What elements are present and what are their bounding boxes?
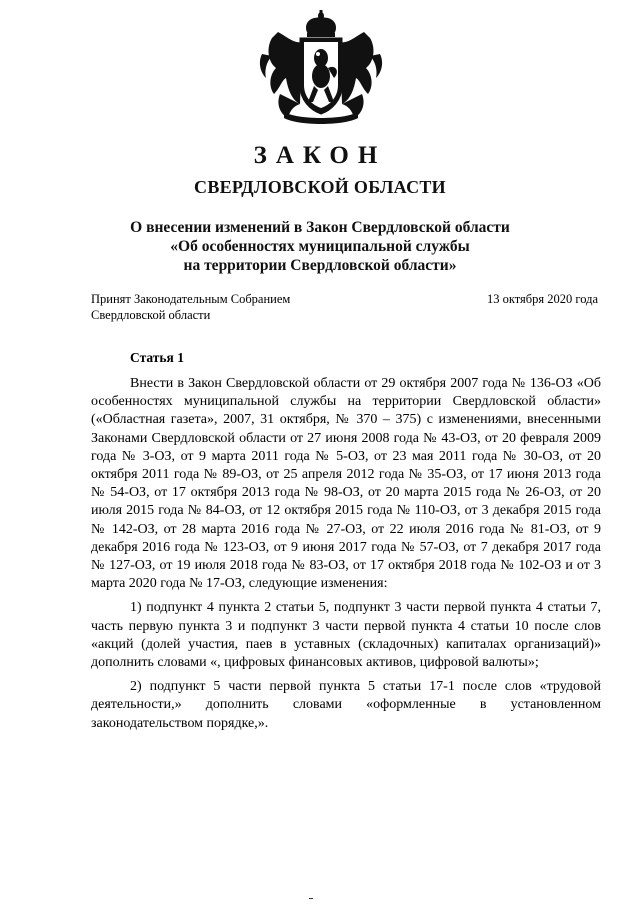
page-mark [309, 898, 313, 899]
article-intro-paragraph: Внести в Закон Свердловской области от 29 октября 2007 года № 136-ОЗ «Об особенностях муниципальной службы на территории Свердловской области» («Областная газета», 2007, 31 октября, № 370 – 375) с изменениями, внесенными Законами Свердловской области от 27 июня 2008 года № 43-ОЗ, от 20 февраля 2009 года № 3-ОЗ, от 9 марта 2011 года № 5-ОЗ, от 23 мая 2011 года № 30-ОЗ, от 20 октября 2011 года № 89-ОЗ, от 25 апреля 2012 года № 35-ОЗ, от 17 июня 2013 года № 54-ОЗ, от 17 октября 2013 года № 98-ОЗ, от 20 марта 2015 года № 26-ОЗ, от 20 июля 2015 года № 84-ОЗ, от 12 октября 2015 года № 110-ОЗ, от 3 декабря 2015 года № 142-ОЗ, от 28 марта 2016 года № 27-ОЗ, от 22 июля 2016 года № 81-ОЗ, от 9 декабря 2016 года № 123-ОЗ, от 9 июня 2017 года № 57-ОЗ, от 7 декабря 2017 года № 127-ОЗ, от 19 июля 2018 года № 83-ОЗ, от 17 октября 2018 года № 102-ОЗ и от 3 марта 2020 года № 17-ОЗ, следующие изменения: [91, 376, 601, 592]
subject-line: «Об особенностях муниципальной службы [170, 238, 470, 255]
law-title: ЗАКОН [253, 142, 387, 169]
adopted-by-line: Свердловской области [91, 308, 211, 322]
coat-of-arms-icon [258, 8, 384, 126]
subject-line: О внесении изменений в Закон Свердловской области [130, 219, 510, 236]
article-body [91, 375, 601, 739]
subject-line: на территории Свердловской области» [183, 257, 457, 274]
law-subject [0, 218, 640, 275]
amendment-item: 2) подпункт 5 части первой пункта 5 статьи 17-1 после слов «трудовой деятельности,» дополнить словами «оформленные в установленном законодательством порядке,». [91, 679, 601, 731]
adopted-by-line: Принят Законодательным Собранием [91, 292, 291, 306]
adopted-by [91, 291, 290, 323]
region-title: СВЕРДЛОВСКОЙ ОБЛАСТИ [194, 177, 446, 197]
amendment-item: 1) подпункт 4 пункта 2 статьи 5, подпункт 3 части первой пункта 4 статьи 7, часть первую пункта 3 и подпункт 3 части первой пункта 4 статьи 10 после слов «акций (долей участия, паев в уставных (складочных) капиталах организаций)» дополнить словами «, цифровых финансовых активов, цифровой валюты»; [91, 600, 601, 671]
adoption-date: 13 октября 2020 года [486, 292, 598, 306]
article-title: Статья 1 [130, 350, 184, 365]
